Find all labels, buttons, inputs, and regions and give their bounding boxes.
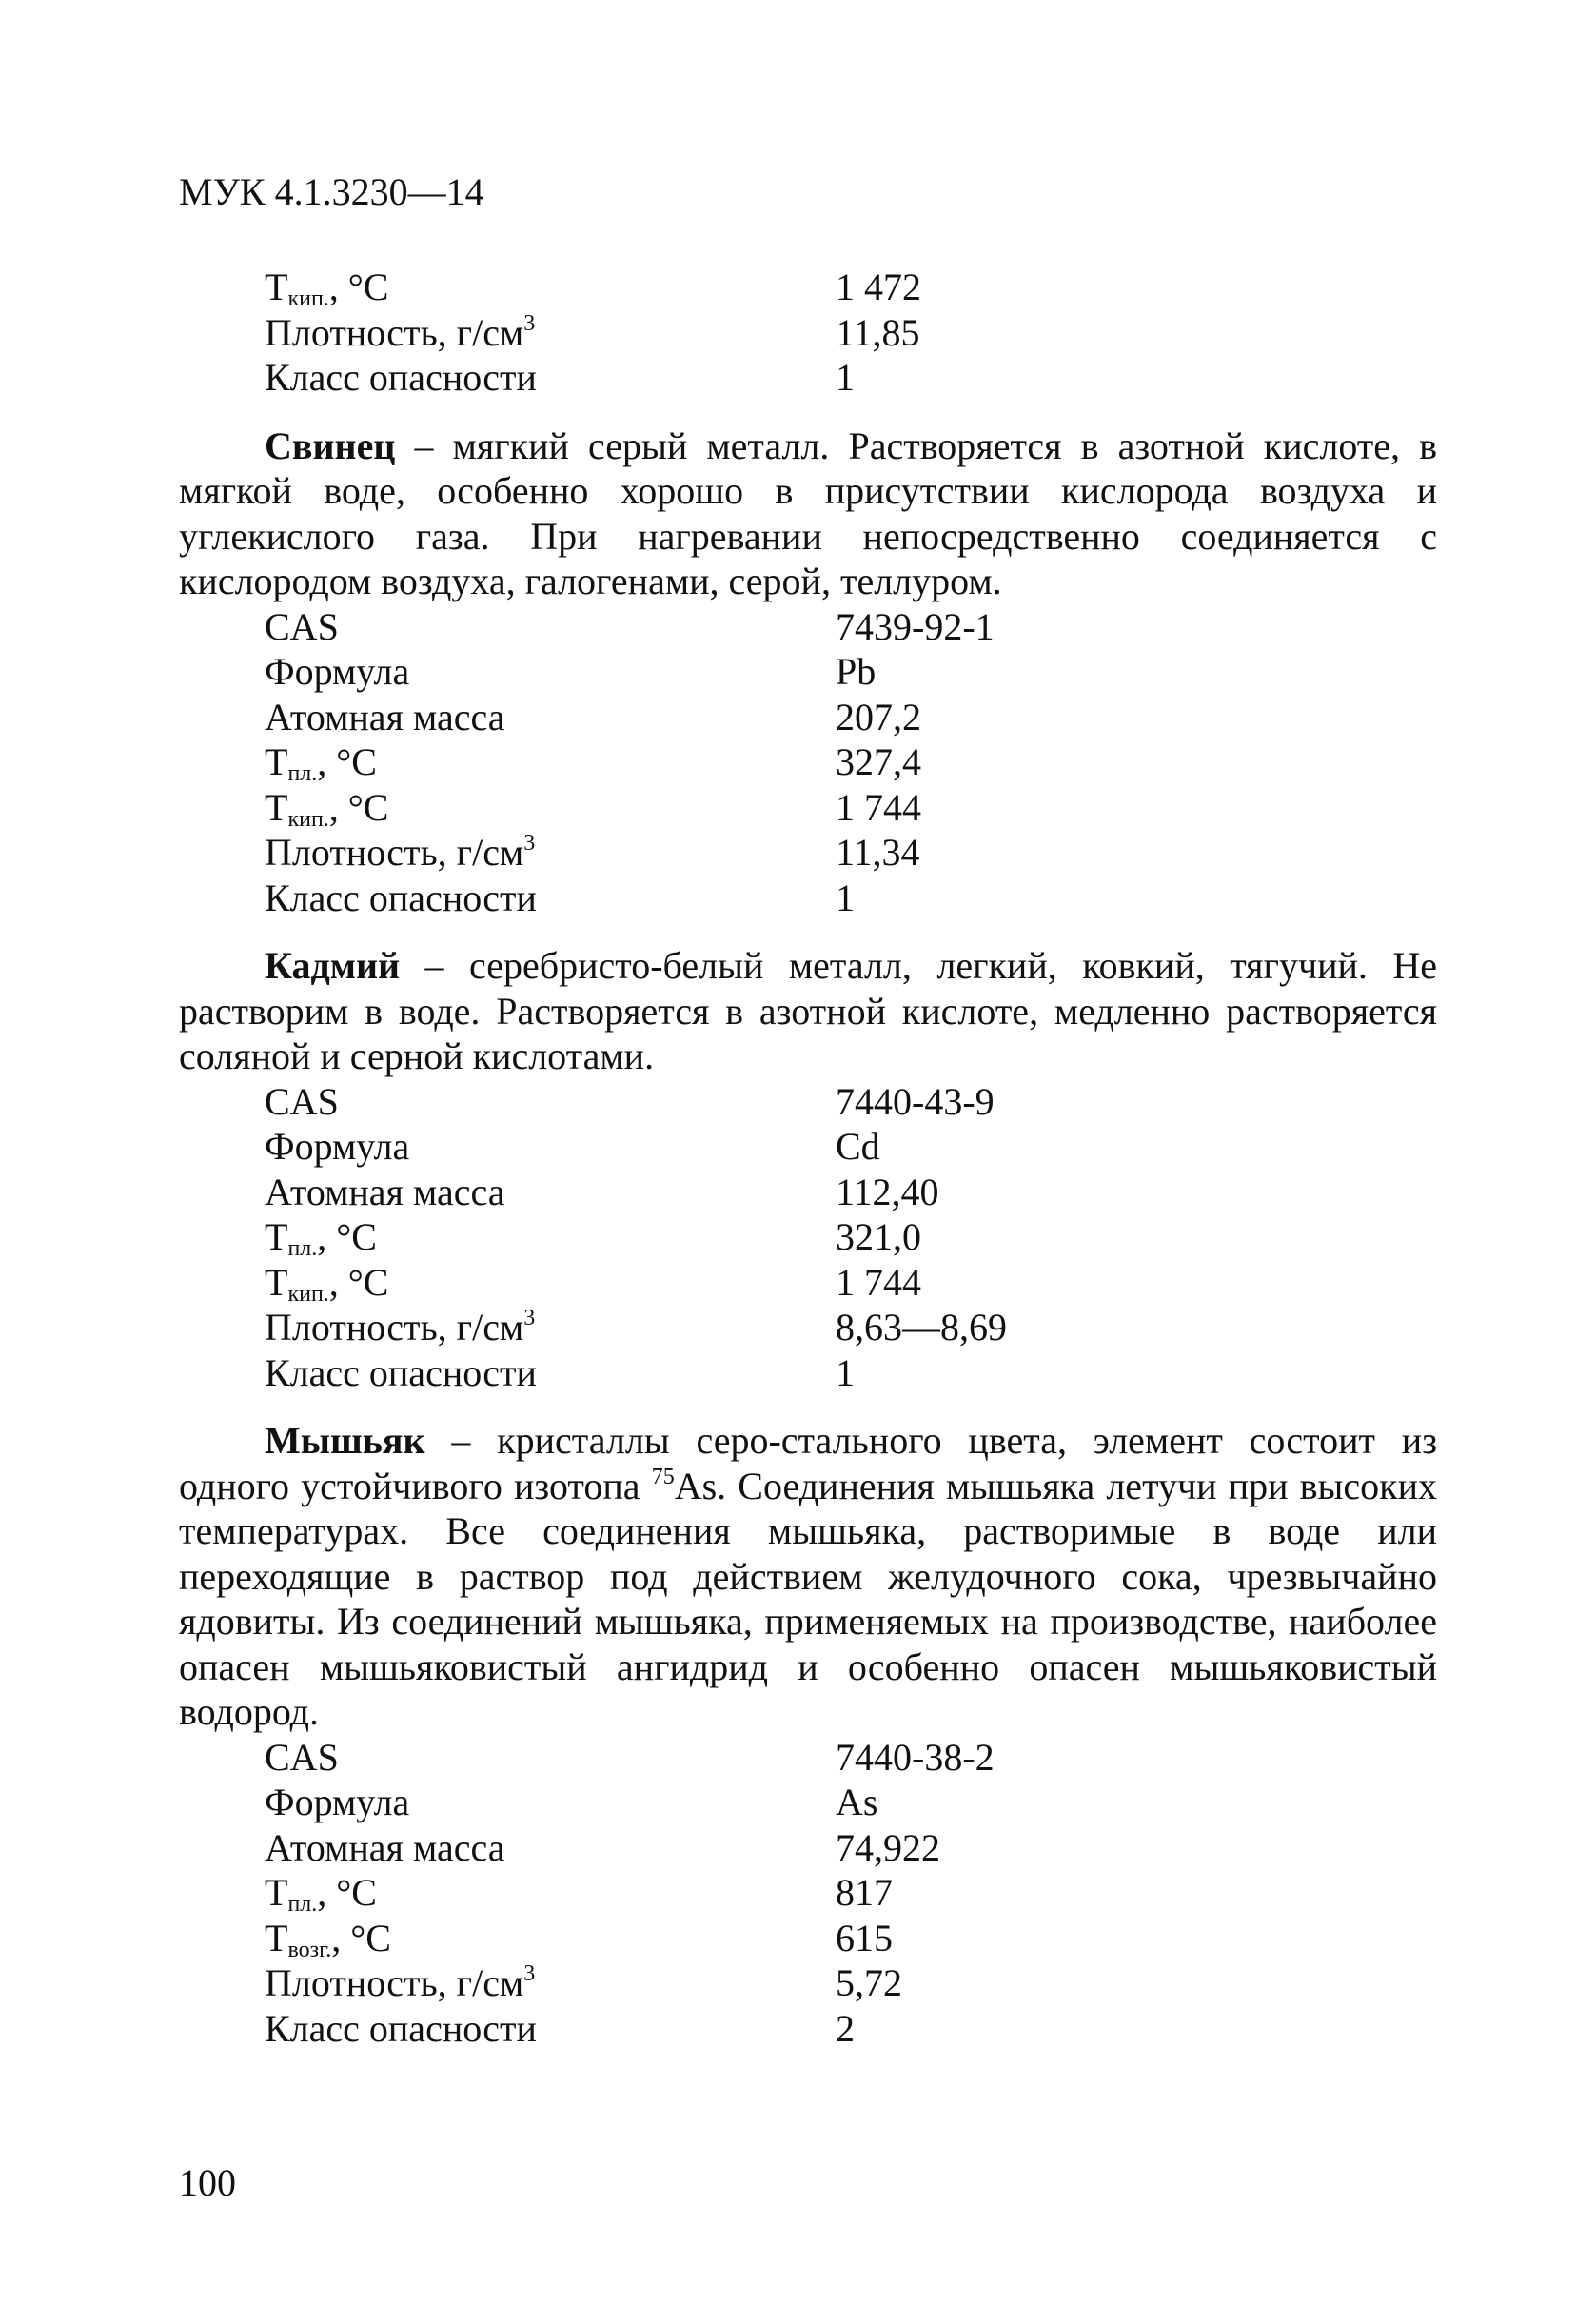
property-value: 1 744 xyxy=(836,1260,921,1304)
property-label: CAS xyxy=(265,604,339,648)
property-value: 7439-92-1 xyxy=(836,604,995,648)
property-value: 1 xyxy=(836,876,855,919)
intro-properties xyxy=(179,265,1437,401)
property-value: 7440-43-9 xyxy=(836,1079,995,1123)
property-row xyxy=(179,1870,1437,1916)
property-label: Класс опасности xyxy=(265,2006,537,2050)
property-row xyxy=(179,1350,1437,1396)
property-row xyxy=(179,1214,1437,1260)
property-value: 8,63—8,69 xyxy=(836,1306,1007,1349)
property-value: 11,85 xyxy=(836,310,920,354)
element-section xyxy=(179,423,1437,921)
property-row xyxy=(179,355,1437,401)
property-value: 207,2 xyxy=(836,695,921,738)
property-value: Pb xyxy=(836,650,877,693)
property-row xyxy=(179,265,1437,310)
property-label: Атомная масса xyxy=(265,1825,505,1869)
description-text-continued: As. Соединения мышьяка летучи при высоких температурах. Все соединения мышьяка, растворимые в воде или переходящие в раствор под действием желудочного сока, чрезвычайно ядовиты. Из соединений мышьяка, применяемых на производстве, наиболее опасен мышьяковистый ангидрид и особенно опасен мышьяковистый водород. xyxy=(179,1464,1438,1733)
property-value: 1 472 xyxy=(836,266,921,308)
property-row xyxy=(179,1735,1437,1781)
description-text: – мягкий серый металл. Растворяется в азотной кислоте, в мягкой воде, особенно хорошо в присутствии кислорода воздуха и углекислого газа. При нагревании непосредственно соединяется с кислородом воздуха, галогенами, серой, теллуром. xyxy=(179,423,1437,602)
property-row xyxy=(179,2006,1437,2052)
property-label: $Т_{пл.}$, °С xyxy=(265,1871,377,1917)
element-name: Кадмий xyxy=(265,944,401,987)
property-label: Плотность, $г/см^3$ xyxy=(265,1961,536,2004)
property-row xyxy=(179,830,1437,876)
property-row xyxy=(179,1780,1437,1825)
property-row xyxy=(179,1916,1437,1961)
property-label: Атомная масса xyxy=(265,695,505,738)
element-sections xyxy=(179,423,1437,2052)
property-label: $Т_{пл.}$, °С xyxy=(265,740,377,786)
document-header: МУК 4.1.3230—14 xyxy=(179,170,484,213)
property-row xyxy=(179,1260,1437,1306)
property-label: Формула xyxy=(265,1781,410,1823)
property-row xyxy=(179,1124,1437,1170)
property-row xyxy=(179,1825,1437,1871)
property-value: 2 xyxy=(836,2006,855,2050)
element-name: Мышьяк xyxy=(265,1419,425,1462)
description-text: – кристаллы серо-стального цвета, элемент состоит из одного устойчивого изотопа xyxy=(179,1419,1437,1507)
property-row xyxy=(179,649,1437,695)
element-description xyxy=(179,423,1437,604)
property-label: Формула xyxy=(265,1125,410,1168)
property-value: As xyxy=(836,1781,878,1823)
element-description xyxy=(179,1418,1437,1735)
property-row xyxy=(179,604,1437,650)
property-row xyxy=(179,1960,1437,2006)
property-value: Cd xyxy=(836,1125,880,1168)
document-content xyxy=(179,265,1437,2051)
property-value: 1 744 xyxy=(836,785,921,829)
element-description xyxy=(179,943,1437,1079)
property-value: 112,40 xyxy=(836,1170,939,1213)
property-label: Плотность, $г/см^3$ xyxy=(265,310,536,354)
property-row xyxy=(179,785,1437,831)
property-label: Класс опасности xyxy=(265,356,537,399)
element-section xyxy=(179,943,1437,1395)
property-value: 7440-38-2 xyxy=(836,1735,995,1779)
property-label: $Т_{кип.}$, °С xyxy=(265,266,389,311)
property-label: Формула xyxy=(265,650,410,693)
isotope-mass-number: 75 xyxy=(651,1464,675,1489)
element-section xyxy=(179,1418,1437,2051)
property-value: 74,922 xyxy=(836,1825,940,1869)
element-name: Свинец xyxy=(265,423,396,467)
property-label: $Т_{возг.}$, °С xyxy=(265,1916,391,1962)
property-value: 321,0 xyxy=(836,1215,921,1258)
property-value: 1 xyxy=(836,1350,855,1394)
property-label: CAS xyxy=(265,1735,339,1779)
property-value: 1 xyxy=(836,356,855,399)
property-row xyxy=(179,310,1437,356)
property-label: CAS xyxy=(265,1079,339,1123)
property-label: $Т_{кип.}$, °С xyxy=(265,785,389,832)
property-row xyxy=(179,1305,1437,1350)
property-label: Класс опасности xyxy=(265,876,537,919)
property-label: Класс опасности xyxy=(265,1350,537,1394)
property-row xyxy=(179,876,1437,921)
property-label: $Т_{пл.}$, °С xyxy=(265,1215,377,1261)
page-number: 100 xyxy=(179,2161,236,2204)
property-label: Плотность, $г/см^3$ xyxy=(265,1306,536,1349)
property-row xyxy=(179,1079,1437,1125)
property-row xyxy=(179,739,1437,785)
property-value: 327,4 xyxy=(836,740,921,783)
property-value: 5,72 xyxy=(836,1961,902,2004)
element-properties xyxy=(179,1079,1437,1396)
property-label: Плотность, $г/см^3$ xyxy=(265,831,536,874)
property-value: 817 xyxy=(836,1871,893,1914)
property-row xyxy=(179,1170,1437,1215)
description-text: – серебристо-белый металл, легкий, ковкий, тягучий. Не растворим в воде. Растворяется в азотной кислоте, медленно растворяется соляной и серной кислотами. xyxy=(179,944,1437,1077)
element-properties xyxy=(179,604,1437,921)
property-label: $Т_{кип.}$, °С xyxy=(265,1260,389,1307)
property-value: 11,34 xyxy=(836,831,920,874)
element-properties xyxy=(179,1735,1437,2052)
property-value: 615 xyxy=(836,1916,893,1959)
property-row xyxy=(179,695,1437,740)
property-label: Атомная масса xyxy=(265,1170,505,1213)
